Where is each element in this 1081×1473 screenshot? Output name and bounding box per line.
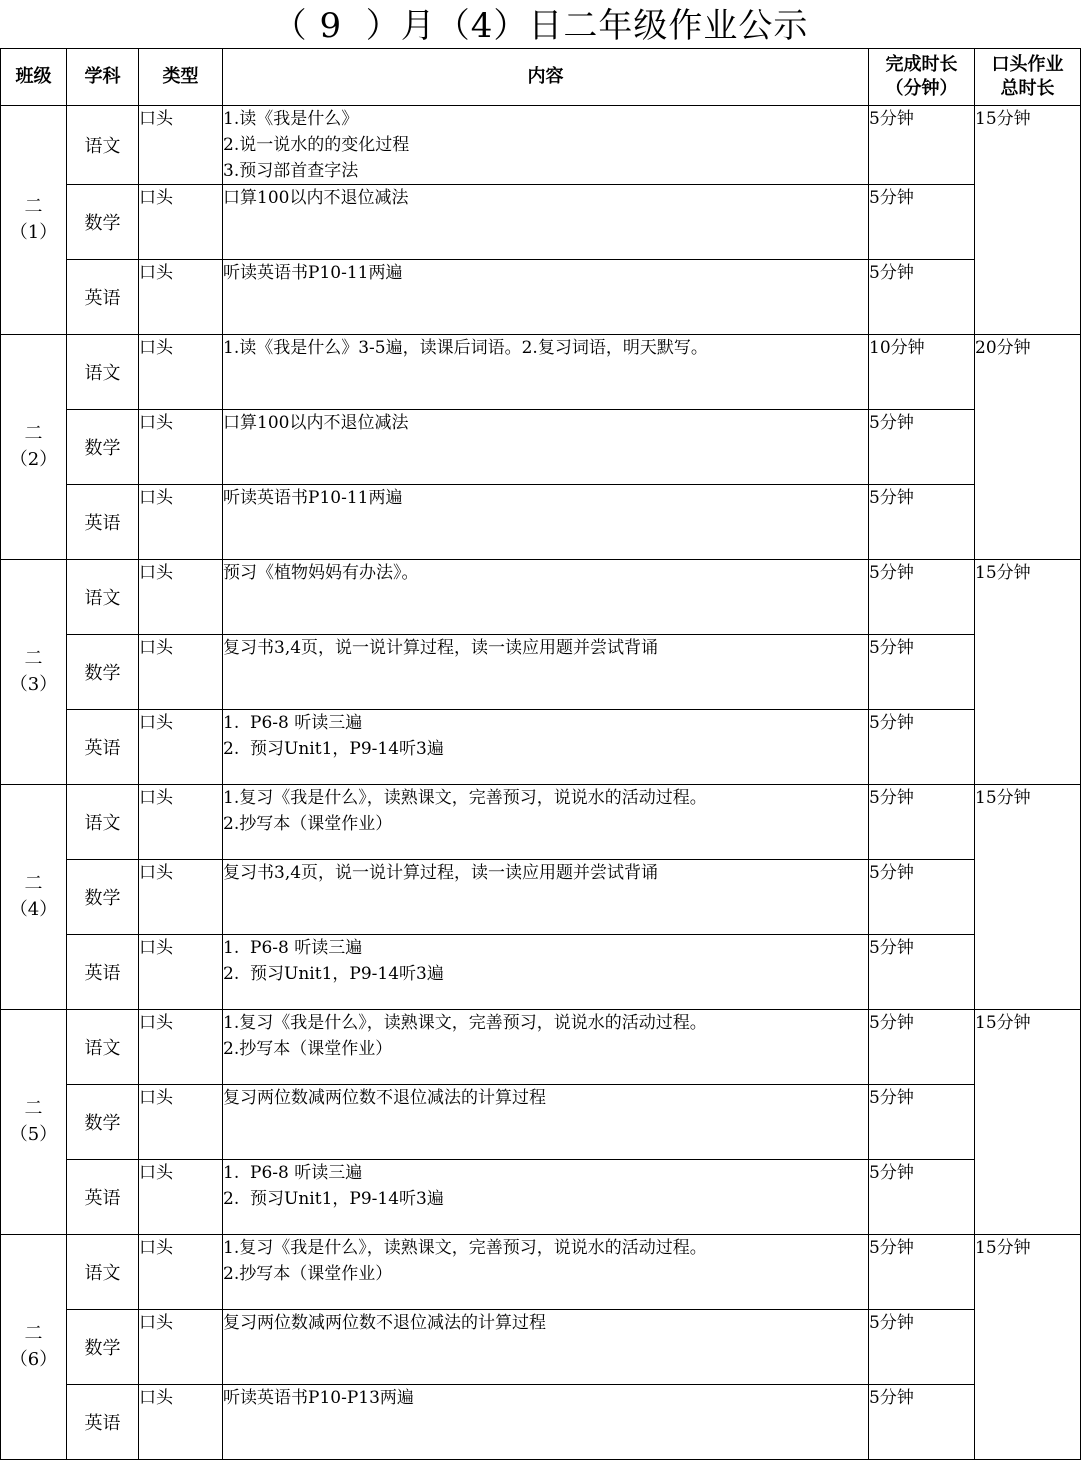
type-cell: 口头 xyxy=(139,860,223,935)
duration-cell: 5分钟 xyxy=(869,1310,975,1385)
table-row xyxy=(1,635,1081,710)
class-cell xyxy=(1,560,67,785)
type-cell: 口头 xyxy=(139,935,223,1010)
class-cell xyxy=(1,335,67,560)
content-line: 复习两位数减两位数不退位减法的计算过程 xyxy=(223,1313,546,1333)
content-line: 2. 预习Unit1，P9-14听3遍 xyxy=(223,1189,444,1209)
class-cell xyxy=(1,785,67,1010)
duration-cell: 5分钟 xyxy=(869,1010,975,1085)
subject-cell: 数学 xyxy=(67,1310,139,1385)
class-number: （1） xyxy=(9,222,58,243)
type-cell: 口头 xyxy=(139,410,223,485)
table-row xyxy=(1,560,1081,635)
content-line: 2.说一说水的的变化过程 xyxy=(223,135,410,155)
content-line: 口算100以内不退位减法 xyxy=(223,413,409,433)
page-title: （ 9 ）月（4）日二年级作业公示 xyxy=(272,6,809,46)
subject-cell: 语文 xyxy=(67,335,139,410)
content-cell xyxy=(223,185,869,260)
content-cell xyxy=(223,106,869,185)
content-line: 1.复习《我是什么》，读熟课文，完善预习，说说水的活动过程。 xyxy=(223,1013,707,1033)
subject-cell: 语文 xyxy=(67,1235,139,1310)
table-row xyxy=(1,1385,1081,1460)
header-content: 内容 xyxy=(223,49,869,106)
table-row xyxy=(1,1160,1081,1235)
table-row xyxy=(1,485,1081,560)
content-line: 1. P6-8 听读三遍 xyxy=(223,938,363,958)
content-line: 1.复习《我是什么》，读熟课文，完善预习，说说水的活动过程。 xyxy=(223,788,707,808)
total-duration-cell: 20分钟 xyxy=(975,335,1081,560)
class-number: （5） xyxy=(9,1124,58,1145)
content-line: 听读英语书P10-11两遍 xyxy=(223,488,403,508)
content-cell xyxy=(223,1010,869,1085)
content-cell xyxy=(223,860,869,935)
duration-cell: 5分钟 xyxy=(869,635,975,710)
content-cell xyxy=(223,1385,869,1460)
duration-cell: 5分钟 xyxy=(869,1085,975,1160)
content-line: 2.抄写本（课堂作业） xyxy=(223,1264,393,1284)
duration-cell: 5分钟 xyxy=(869,560,975,635)
subject-cell: 英语 xyxy=(67,260,139,335)
subject-cell: 英语 xyxy=(67,710,139,785)
content-line: 1.复习《我是什么》，读熟课文，完善预习，说说水的活动过程。 xyxy=(223,1238,707,1258)
class-cell xyxy=(1,1010,67,1235)
type-cell: 口头 xyxy=(139,1235,223,1310)
type-cell: 口头 xyxy=(139,185,223,260)
table-body xyxy=(1,106,1081,1460)
content-line: 3.预习部首查字法 xyxy=(223,161,359,181)
type-cell: 口头 xyxy=(139,1085,223,1160)
subject-cell: 英语 xyxy=(67,1385,139,1460)
class-number: （4） xyxy=(9,899,58,920)
content-cell xyxy=(223,560,869,635)
subject-cell: 英语 xyxy=(67,485,139,560)
content-cell xyxy=(223,935,869,1010)
duration-cell: 5分钟 xyxy=(869,860,975,935)
header-duration xyxy=(869,49,975,106)
header-subject: 学科 xyxy=(67,49,139,106)
type-cell: 口头 xyxy=(139,485,223,560)
content-line: 1. P6-8 听读三遍 xyxy=(223,1163,363,1183)
duration-cell: 5分钟 xyxy=(869,485,975,560)
duration-cell: 5分钟 xyxy=(869,185,975,260)
header-duration-line1: 完成时长 xyxy=(885,54,958,75)
duration-cell: 5分钟 xyxy=(869,1160,975,1235)
table-row xyxy=(1,1310,1081,1385)
content-line: 复习两位数减两位数不退位减法的计算过程 xyxy=(223,1088,546,1108)
type-cell: 口头 xyxy=(139,335,223,410)
header-class: 班级 xyxy=(1,49,67,106)
class-cell xyxy=(1,1235,67,1460)
type-cell: 口头 xyxy=(139,635,223,710)
class-grade: 二 xyxy=(24,873,43,894)
class-grade: 二 xyxy=(24,1098,43,1119)
content-cell xyxy=(223,260,869,335)
content-line: 1.读《我是什么》3-5遍，读课后词语。2.复习词语，明天默写。 xyxy=(223,338,708,358)
subject-cell: 数学 xyxy=(67,185,139,260)
class-number: （6） xyxy=(9,1349,58,1370)
subject-cell: 数学 xyxy=(67,410,139,485)
total-duration-cell: 15分钟 xyxy=(975,785,1081,1010)
subject-cell: 英语 xyxy=(67,935,139,1010)
total-duration-cell: 15分钟 xyxy=(975,106,1081,335)
duration-cell: 5分钟 xyxy=(869,785,975,860)
homework-table xyxy=(0,48,1081,1460)
content-line: 复习书3,4页，说一说计算过程，读一读应用题并尝试背诵 xyxy=(223,638,659,658)
table-row xyxy=(1,260,1081,335)
class-number: （2） xyxy=(9,449,58,470)
class-number: （3） xyxy=(9,674,58,695)
duration-cell: 5分钟 xyxy=(869,1235,975,1310)
total-duration-cell: 15分钟 xyxy=(975,1010,1081,1235)
table-row xyxy=(1,1085,1081,1160)
subject-cell: 数学 xyxy=(67,1085,139,1160)
type-cell: 口头 xyxy=(139,560,223,635)
content-cell xyxy=(223,1160,869,1235)
header-total-line2: 总时长 xyxy=(1000,78,1055,99)
content-line: 复习书3,4页，说一说计算过程，读一读应用题并尝试背诵 xyxy=(223,863,659,883)
subject-cell: 语文 xyxy=(67,1010,139,1085)
content-cell xyxy=(223,410,869,485)
header-row xyxy=(1,49,1081,106)
table-row xyxy=(1,410,1081,485)
header-total xyxy=(975,49,1081,106)
table-row xyxy=(1,935,1081,1010)
content-cell xyxy=(223,335,869,410)
type-cell: 口头 xyxy=(139,785,223,860)
header-type: 类型 xyxy=(139,49,223,106)
content-cell xyxy=(223,1235,869,1310)
table-row xyxy=(1,1235,1081,1310)
content-line: 听读英语书P10-P13两遍 xyxy=(223,1388,414,1408)
header-total-line1: 口头作业 xyxy=(991,54,1064,75)
type-cell: 口头 xyxy=(139,1160,223,1235)
subject-cell: 数学 xyxy=(67,860,139,935)
content-cell xyxy=(223,485,869,560)
duration-cell: 5分钟 xyxy=(869,710,975,785)
duration-cell: 5分钟 xyxy=(869,935,975,1010)
table-row xyxy=(1,335,1081,410)
subject-cell: 语文 xyxy=(67,106,139,185)
duration-cell: 5分钟 xyxy=(869,1385,975,1460)
table-row xyxy=(1,710,1081,785)
class-grade: 二 xyxy=(24,423,43,444)
content-line: 2. 预习Unit1，P9-14听3遍 xyxy=(223,739,444,759)
content-line: 2.抄写本（课堂作业） xyxy=(223,1039,393,1059)
type-cell: 口头 xyxy=(139,1310,223,1385)
content-line: 1.读《我是什么》 xyxy=(223,109,359,129)
type-cell: 口头 xyxy=(139,1010,223,1085)
table-row xyxy=(1,106,1081,185)
subject-cell: 语文 xyxy=(67,785,139,860)
type-cell: 口头 xyxy=(139,260,223,335)
type-cell: 口头 xyxy=(139,1385,223,1460)
duration-cell: 10分钟 xyxy=(869,335,975,410)
duration-cell: 5分钟 xyxy=(869,260,975,335)
duration-cell: 5分钟 xyxy=(869,106,975,185)
content-line: 听读英语书P10-11两遍 xyxy=(223,263,403,283)
table-row xyxy=(1,1010,1081,1085)
type-cell: 口头 xyxy=(139,106,223,185)
content-line: 2. 预习Unit1，P9-14听3遍 xyxy=(223,964,444,984)
table-row xyxy=(1,860,1081,935)
header-duration-line2: （分钟） xyxy=(885,78,958,99)
content-cell xyxy=(223,1310,869,1385)
class-grade: 二 xyxy=(24,1323,43,1344)
class-grade: 二 xyxy=(24,648,43,669)
duration-cell: 5分钟 xyxy=(869,410,975,485)
subject-cell: 语文 xyxy=(67,560,139,635)
table-row xyxy=(1,185,1081,260)
content-cell xyxy=(223,635,869,710)
content-line: 1. P6-8 听读三遍 xyxy=(223,713,363,733)
content-cell xyxy=(223,710,869,785)
content-cell xyxy=(223,1085,869,1160)
table-row xyxy=(1,785,1081,860)
content-line: 预习《植物妈妈有办法》。 xyxy=(223,563,419,583)
class-cell xyxy=(1,106,67,335)
total-duration-cell: 15分钟 xyxy=(975,560,1081,785)
subject-cell: 数学 xyxy=(67,635,139,710)
content-cell xyxy=(223,785,869,860)
content-line: 2.抄写本（课堂作业） xyxy=(223,814,393,834)
type-cell: 口头 xyxy=(139,710,223,785)
content-line: 口算100以内不退位减法 xyxy=(223,188,409,208)
subject-cell: 英语 xyxy=(67,1160,139,1235)
class-grade: 二 xyxy=(24,196,43,217)
total-duration-cell: 15分钟 xyxy=(975,1235,1081,1460)
